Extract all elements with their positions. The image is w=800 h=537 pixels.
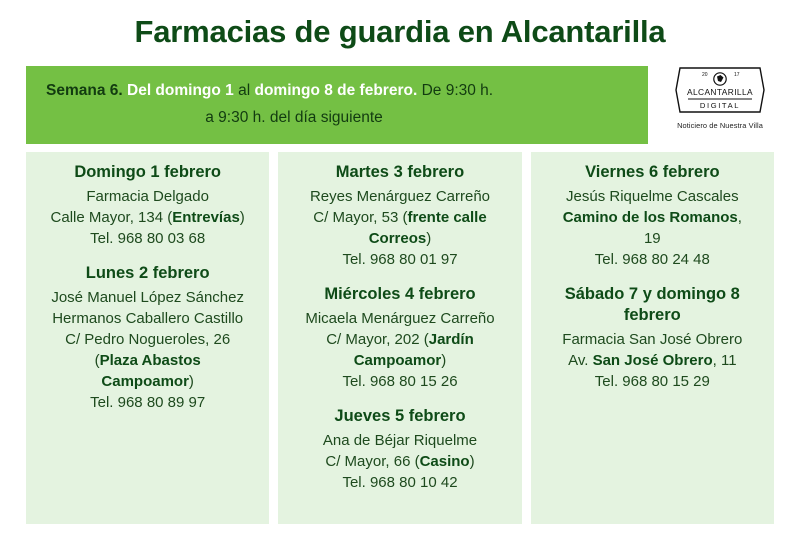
entry-detail-line [288, 350, 511, 371]
banner-range-end: domingo 8 de febrero. [254, 82, 418, 99]
entry-text: C/ Pedro Nogueroles, 26 [65, 331, 231, 348]
entry-detail-line [36, 392, 259, 413]
entry-text: ) [426, 230, 432, 247]
entry-detail-line [541, 186, 764, 207]
entry-text: Tel. 968 80 15 29 [594, 373, 710, 390]
schedule-columns [26, 152, 774, 524]
entry-day-heading: Jueves 5 febrero [334, 407, 466, 425]
entry-highlight-text: Camino de los Romanos [562, 209, 738, 226]
logo-badge-icon [672, 62, 768, 118]
entry-detail-line [36, 329, 259, 350]
entry-detail-line [541, 249, 764, 270]
entry-text: ) [239, 209, 245, 226]
entry-detail-line [36, 371, 259, 392]
entry-text: José Manuel López Sánchez [51, 289, 244, 306]
entry-text: Farmacia Delgado [86, 188, 209, 205]
entry-text: 19 [643, 230, 661, 247]
pharmacy-entry [36, 162, 259, 249]
entry-text: Ana de Béjar Riquelme [322, 432, 478, 449]
entry-detail-line [288, 329, 511, 350]
entry-detail-line [288, 472, 511, 493]
entry-highlight-text: frente calle [407, 209, 487, 226]
entry-detail-line [541, 207, 764, 228]
entry-detail-line [541, 228, 764, 249]
page-title: Farmacias de guardia en Alcantarilla [134, 14, 666, 49]
entry-text: , 11 [712, 352, 737, 369]
entry-highlight-text: Campoamor [353, 352, 442, 369]
entry-day-heading: Domingo 1 febrero [74, 163, 221, 181]
entry-highlight-text: Entrevías [172, 209, 240, 226]
entry-detail-line [288, 249, 511, 270]
logo-tagline: Noticiero de Nuestra Villa [677, 121, 763, 130]
banner-week-label: Semana 6. [46, 82, 123, 99]
entry-text: Tel. 968 80 10 42 [342, 474, 458, 491]
entry-detail-line [36, 207, 259, 228]
pharmacy-entry [288, 162, 511, 270]
entry-text: C/ Mayor, 202 ( [326, 331, 429, 348]
banner-line-2: a 9:30 h. del día siguiente [205, 109, 383, 126]
entry-text: Jesús Riquelme Cascales [566, 188, 739, 205]
entry-detail-line [288, 186, 511, 207]
entry-highlight-text: Campoamor [101, 373, 189, 390]
entry-detail-line [36, 228, 259, 249]
entry-text: Reyes Menárguez Carreño [309, 188, 491, 205]
entry-text: Farmacia San José Obrero [562, 331, 743, 348]
entry-highlight-text: Plaza Abastos [99, 352, 201, 369]
entry-detail-line [288, 451, 511, 472]
schedule-column-3 [531, 152, 774, 524]
entry-text: Micaela Menárguez Carreño [305, 310, 495, 327]
svg-text:ALCANTARILLA: ALCANTARILLA [686, 87, 754, 97]
entry-detail-line [36, 287, 259, 308]
banner-range-start: Del domingo 1 [127, 82, 234, 99]
svg-text:20: 20 [702, 72, 708, 78]
entry-day-heading: Lunes 2 febrero [85, 264, 210, 282]
pharmacy-entry [541, 162, 764, 270]
entry-text: Tel. 968 80 24 48 [594, 251, 710, 268]
entry-text: C/ Mayor, 53 ( [313, 209, 408, 226]
entry-detail-line [288, 228, 511, 249]
schedule-column-2 [278, 152, 521, 524]
entry-detail-line [36, 308, 259, 329]
banner-line-1 [40, 77, 634, 104]
entry-highlight-text: San José Obrero [592, 352, 713, 369]
entry-text: Tel. 968 80 89 97 [90, 394, 206, 411]
entry-text: Av. [568, 352, 593, 369]
entry-detail-line [288, 308, 511, 329]
entry-text: Tel. 968 80 15 26 [342, 373, 458, 390]
banner-range-mid: al [238, 82, 251, 99]
entry-text: Calle Mayor, 134 ( [50, 209, 173, 226]
svg-text:17: 17 [734, 72, 740, 78]
entry-detail-line [541, 350, 764, 371]
entry-detail-line [36, 350, 259, 371]
entry-highlight-text: Correos [368, 230, 427, 247]
entry-day-heading: Miércoles 4 febrero [324, 285, 476, 303]
entry-detail-line [36, 186, 259, 207]
entry-detail-line [541, 329, 764, 350]
svg-text:DIGITAL: DIGITAL [699, 101, 741, 110]
banner-hours-start: De 9:30 h. [421, 82, 494, 99]
entry-text: ) [441, 352, 447, 369]
entry-detail-line [288, 371, 511, 392]
entry-highlight-text: Casino [419, 453, 470, 470]
pharmacy-entry [541, 284, 764, 392]
pharmacy-entry [288, 406, 511, 493]
entry-text: Hermanos Caballero Castillo [52, 310, 244, 327]
entry-day-heading: Martes 3 febrero [335, 163, 465, 181]
alcantarilla-digital-logo [664, 62, 776, 148]
entry-detail-line [288, 207, 511, 228]
entry-text: C/ Mayor, 66 ( [325, 453, 420, 470]
entry-text: ) [188, 373, 194, 390]
pharmacy-entry [36, 263, 259, 413]
entry-text: Tel. 968 80 03 68 [90, 230, 206, 247]
entry-highlight-text: Jardín [428, 331, 474, 348]
entry-detail-line [288, 430, 511, 451]
entry-text: ( [94, 352, 100, 369]
entry-text: ) [469, 453, 475, 470]
entry-day-heading: Sábado 7 y domingo 8 febrero [564, 285, 740, 324]
week-banner [26, 66, 648, 144]
entry-text: , [737, 209, 742, 226]
schedule-column-1 [26, 152, 269, 524]
pharmacy-entry [288, 284, 511, 392]
entry-day-heading: Viernes 6 febrero [585, 163, 720, 181]
entry-text: Tel. 968 80 01 97 [342, 251, 458, 268]
entry-detail-line [541, 371, 764, 392]
